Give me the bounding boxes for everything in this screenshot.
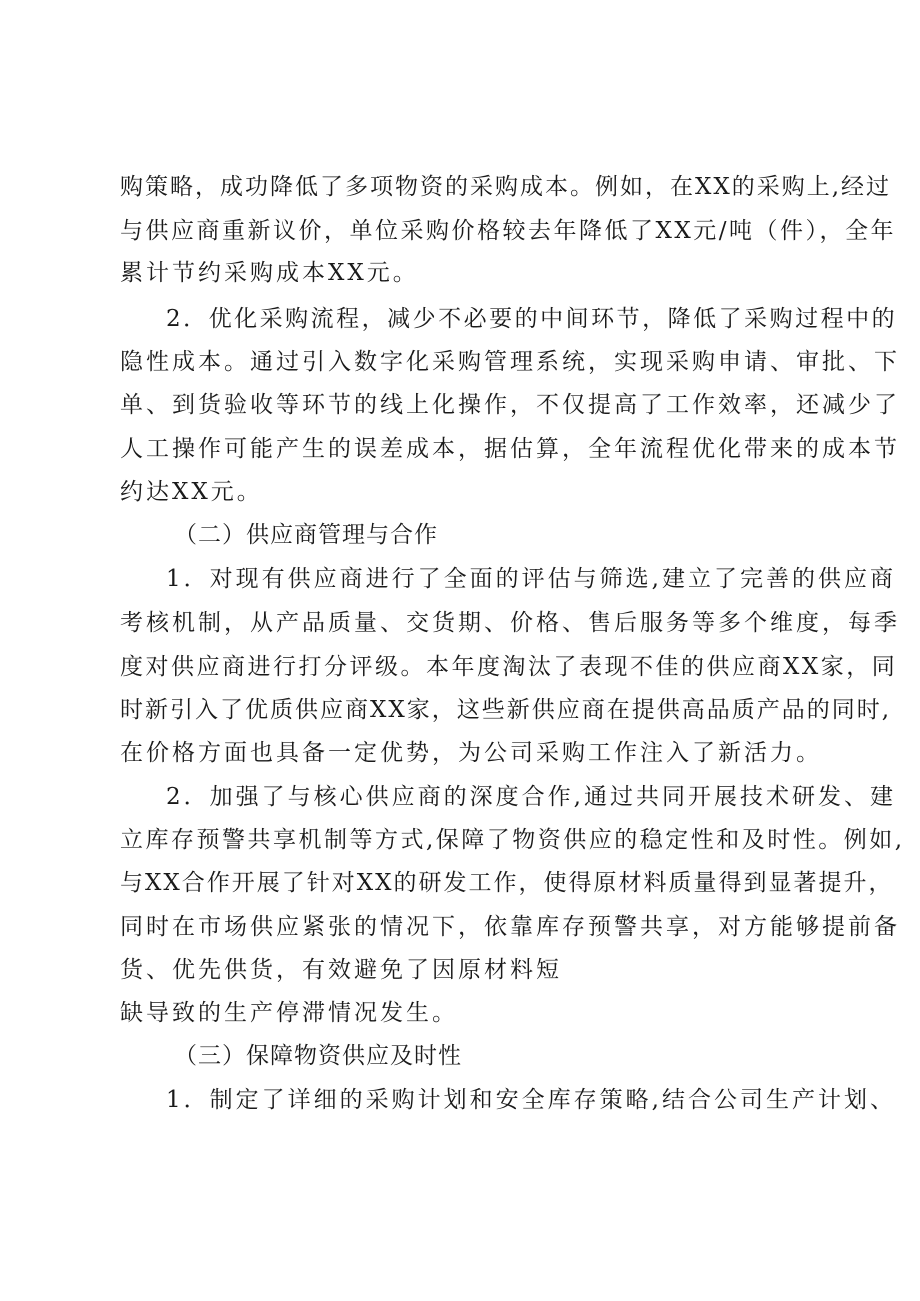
paragraph-line: 时新引入了优质供应商XX家，这些新供应商在提供高品质产品的同时, [120, 697, 892, 723]
paragraph-line: 与XX合作开展了针对XX的研发工作，使得原材料质量得到显著提升， [120, 870, 894, 896]
paragraph-line: 缺导致的生产停滞情况发生。 [120, 1000, 458, 1026]
paragraph-line: 单、到货验收等环节的线上化操作，不仅提高了工作效率，还减少了 [120, 392, 900, 418]
section-heading-3: （三）保障物资供应及时性 [174, 1043, 462, 1069]
paragraph-line: 1．对现有供应商进行了全面的评估与筛选,建立了完善的供应商 [166, 566, 896, 592]
paragraph-line: 考核机制，从产品质量、交货期、价格、售后服务等多个维度，每季 [120, 610, 900, 636]
paragraph-line: 同时在市场供应紧张的情况下，依靠库存预警共享，对方能够提前备 [120, 914, 900, 940]
paragraph-line: 约达XX元。 [120, 479, 263, 505]
paragraph-line: 度对供应商进行打分评级。本年度淘汰了表现不佳的供应商XX家，同 [120, 654, 898, 680]
paragraph-line: 在价格方面也具备一定优势，为公司采购工作注入了新活力。 [120, 740, 822, 766]
paragraph-line: 2．优化采购流程，减少不必要的中间环节，降低了采购过程中的 [166, 306, 898, 332]
paragraph-line: 2．加强了与核心供应商的深度合作,通过共同开展技术研发、建 [166, 784, 896, 810]
paragraph-line: 与供应商重新议价，单位采购价格较去年降低了XX元/吨（件），全年 [120, 218, 896, 244]
paragraph-line: 人工操作可能产生的误差成本，据估算，全年流程优化带来的成本节 [120, 436, 900, 462]
section-heading-2: （二）供应商管理与合作 [174, 522, 438, 548]
paragraph-line: 购策略，成功降低了多项物资的采购成本。例如，在XX的采购上,经过 [120, 174, 892, 200]
paragraph-line: 累计节约采购成本XX元。 [120, 260, 419, 286]
paragraph-line: 货、优先供货，有效避免了因原材料短 [120, 957, 562, 983]
paragraph-line: 隐性成本。通过引入数字化采购管理系统，实现采购申请、审批、下 [120, 349, 900, 375]
paragraph-line: 立库存预警共享机制等方式,保障了物资供应的稳定性和及时性。例如, [120, 827, 905, 853]
paragraph-line: 1．制定了详细的采购计划和安全库存策略,结合公司生产计划、 [166, 1087, 896, 1113]
